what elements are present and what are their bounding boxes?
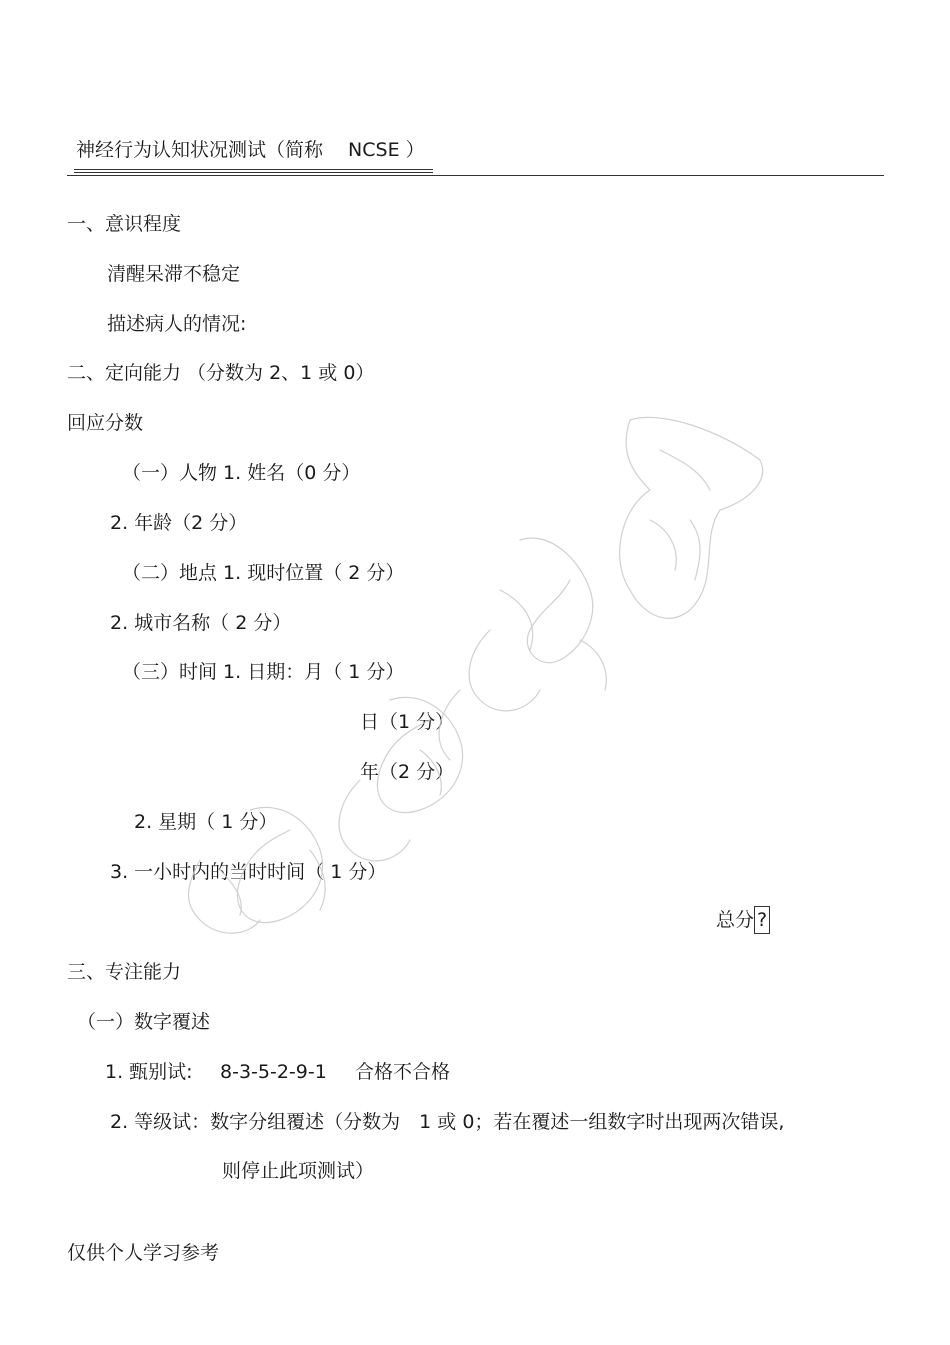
title-text: 神经行为认知状况测试（简称 NCSE ） <box>76 139 425 161</box>
describe-patient: 描述病人的情况: <box>107 313 247 335</box>
title-underline <box>74 169 433 170</box>
item-time-year: 年（2 分） <box>360 761 455 783</box>
section-3-heading: 三、专注能力 <box>67 961 182 983</box>
screening-test-label: 1. 甄别试: <box>105 1061 193 1083</box>
total-score <box>716 906 770 934</box>
response-score-label: 回应分数 <box>67 412 144 434</box>
item-time-weekday: 2. 星期（ 1 分） <box>134 811 278 833</box>
title-underline-double <box>74 172 433 173</box>
header-rule <box>67 175 884 176</box>
section-2-heading: 二、定向能力 （分数为 2、1 或 0） <box>67 362 375 384</box>
screening-test-result: 合格不合格 <box>355 1061 451 1083</box>
item-time-day: 日（1 分） <box>360 711 455 733</box>
item-place-location: （二）地点 1. 现时位置（ 2 分） <box>122 562 405 584</box>
grade-test-line-2: 则停止此项测试） <box>222 1160 375 1182</box>
item-place-city: 2. 城市名称（ 2 分） <box>110 612 292 634</box>
item-time-date-month: （三）时间 1. 日期：月（ 1 分） <box>122 661 405 683</box>
digit-repetition-heading: （一）数字覆述 <box>77 1011 211 1033</box>
footer-note: 仅供个人学习参考 <box>67 1242 220 1264</box>
item-person-age: 2. 年龄（2 分） <box>110 512 248 534</box>
document-title <box>74 138 429 164</box>
section-1-heading: 一、意识程度 <box>67 213 182 235</box>
item-person-name: （一）人物 1. 姓名（0 分） <box>122 462 361 484</box>
screening-test-digits: 8-3-5-2-9-1 <box>220 1061 327 1083</box>
grade-test-line-1: 2. 等级试：数字分组覆述（分数为 1 或 0；若在覆述一组数字时出现两次错误, <box>110 1111 785 1133</box>
consciousness-options: 清醒呆滞不稳定 <box>107 263 241 285</box>
item-time-hour: 3. 一小时内的当时时间（ 1 分） <box>110 861 387 883</box>
total-score-value: ? <box>754 906 770 934</box>
total-score-label: 总分 <box>716 909 755 931</box>
